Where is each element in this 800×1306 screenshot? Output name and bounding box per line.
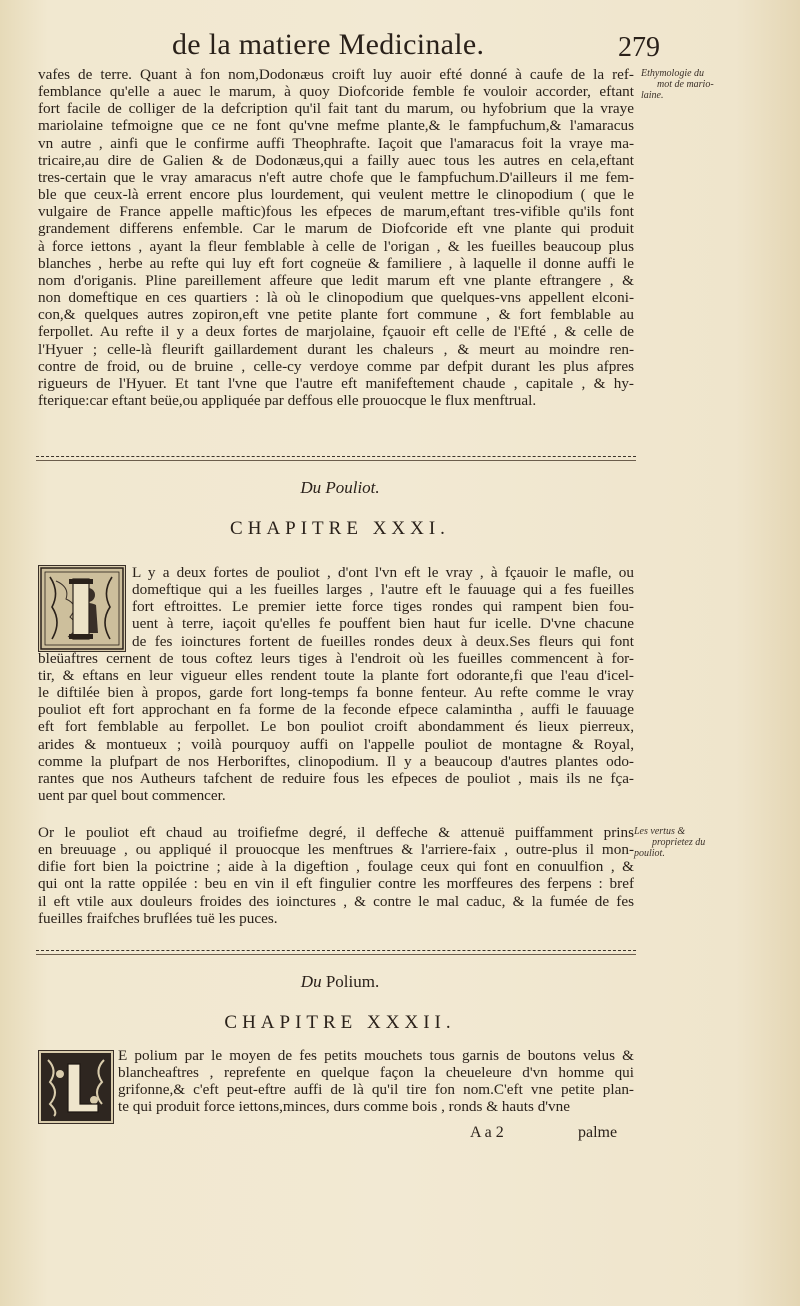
chapter-heading-31: CHAPITRE XXXI.: [230, 518, 450, 539]
margin-line: Ethymologie du: [641, 68, 705, 79]
paragraph-marjolaine: [38, 66, 634, 409]
text-line: le diftilée bien à propos, garde fort long-temps fa bonne fenteur. Au refte comme le vray: [38, 684, 634, 702]
signature-mark: A a 2: [470, 1124, 504, 1141]
text-line: l'Hyuer ; celle-là fleurift gaillardement durant les chaleurs , & meurt au moindre ren-: [38, 340, 634, 358]
chapter-heading-32: CHAPITRE XXXII.: [224, 1012, 456, 1033]
text-line: à force iettons , ayant la fleur femblable à celle de l'origan , & les fueilles beaucoup plus: [38, 237, 634, 255]
text-line: de fes ioinctures fortent de fueilles rondes deux à deux.Ses fleurs qui font: [132, 632, 634, 650]
section-divider: [36, 950, 636, 955]
text-line: domeftique qui a les fueilles larges , l'autre eft le fauuage qui a fes fueilles: [132, 581, 634, 599]
text-line: vafes de terre. Quant à fon nom,Dodonæus croift luy auoir efté donné à caufe de la ref-: [38, 66, 634, 83]
text-line: mariolaine tefmoigne que ce ne font qu'vne mefme plante,& le fampfuchum,& l'amaracus: [38, 117, 634, 135]
text-line: rantes que nos Autheurs tafchent de reduire fous les efpeces de pouliot , mais ils ne fça-: [38, 769, 634, 787]
text-line: tres-certain que le vray amaracus n'eft autre chofe que le fampfuchum.D'ailleurs il me fem-: [38, 168, 634, 186]
text-line: L y a deux fortes de pouliot , d'ont l'vn eft le vray , à fçauoir le mafle, ou: [132, 564, 634, 581]
margin-line: proprietez du: [652, 837, 706, 848]
section-title-polium: [0, 972, 680, 992]
section-title-pouliot: Du Pouliot.: [300, 478, 380, 497]
text-line: nom d'origanis. Pline pareillement affeure que ledit marum eft vne plante eftrangere , &: [38, 271, 634, 289]
text-line: vulgaire de France appelle maftic)fous les efpeces de marum,eftant tres-vifible qu'ils font: [38, 203, 634, 221]
text-line: con,& quelques autres zopiron,eft vne petite plante fort commune , & fort femblable au: [38, 306, 634, 324]
title-roman-part: Polium.: [325, 972, 380, 991]
text-line: te qui produit force iettons,minces, durs comme bois , ronds & hauts d'vne: [118, 1098, 570, 1116]
text-line: difie fort bien la poictrine ; aide à la digeftion , foulage ceux qui font en conuulfion , &: [38, 858, 634, 876]
text-line: contre de froid, ou de bruine , celle-cy verdoye comme par defpit durant les plus afpres: [38, 357, 634, 375]
text-line: grandement differens enfemble. Car le marum de Diofcoride eft vne plante qui produit: [38, 220, 634, 238]
margin-note-etymology: [641, 68, 721, 101]
paragraph-pouliot: [38, 564, 634, 804]
text-line: bleüaftres cernent de tous coftez leurs tiges à l'endroit où les fueilles commencent à for-: [38, 649, 634, 667]
margin-line: Les vertus &: [634, 826, 686, 837]
text-line: fort facile de colliger de la defcription qu'il fait tant du marum, ou hyfobrium que la vraye: [38, 100, 634, 118]
running-title: de la matiere Medicinale.: [172, 28, 485, 61]
text-line: blancheaftres , reprefente en quelque façon la cheueleure d'vn homme qui: [118, 1064, 634, 1082]
text-line: non domeftique en ces quartiers : là où le clinopodium que quelques-vns appellent elconi-: [38, 289, 634, 307]
text-line: vn autre , ainfi que le confirme auffi Theophrafte. Iaçoit que l'amaracus foit la vraye ma-: [38, 134, 634, 152]
text-line: eft fort femblable au ferpollet. Le bon pouliot croift abondamment és lieux pierreux,: [38, 718, 634, 736]
text-line: fterique:car eftant beüe,ou appliquée par deffous elle prouocque le flux menftrual.: [38, 391, 537, 409]
text-line: blanches , herbe au refte qui luy eft fort cogneüe & familiere , à laquelle il donne auffi le: [38, 254, 634, 272]
text-line: Or le pouliot eft chaud au troifiefme degré, il deffeche & attenuë puiffamment prins: [38, 824, 634, 841]
margin-line: mot de mario-: [657, 79, 714, 90]
paragraph-polium: [38, 1047, 634, 1116]
title-italic-part: Du: [300, 972, 322, 991]
text-line: tir, & eftans en leur vigueur elles rendent toute la plante fort odorante,fi que l'eau d'icel-: [38, 666, 634, 684]
text-line: qui ont la ratte oppilée : beu en vin il eft fingulier contre les morffeures des ferpens : bref: [38, 875, 634, 893]
text-line: en breuuage , ou appliqué il prouocque les menftrues & l'arriere-faix , outre-plus il mon-: [38, 841, 634, 859]
margin-line: laine.: [641, 90, 664, 101]
text-line: fort eftroittes. Le premier iette force tiges rondes qui rampent bien fou-: [132, 598, 634, 616]
text-line: uent par quel bout commencer.: [38, 787, 226, 805]
text-line: rigueurs de l'Hyuer. Et tant l'vne que l'autre eft manifeftement chaude , capitale , & hy-: [38, 374, 634, 392]
text-line: il eft vtile aux douleurs froides des ioinctures , & contre le mal caduc, & la fumée de fes: [38, 892, 634, 910]
text-line: ferpollet. Au refte il y a deux fortes de marjolaine, fçauoir eft celle de l'Efté , & celle de: [38, 323, 634, 341]
text-line: ble que ceux-là errent encore plus lourdement, qui veulent mettre le clinopodium ( que le: [38, 186, 634, 204]
text-line: arides & montueux ; voilà pourquoy auffi on l'appelle pouliot de montagne & Royal,: [38, 735, 634, 753]
text-line: uent à terre, iaçoit qu'elles fe pouffent bien haut fur icelle. D'vne chacune: [132, 615, 634, 633]
text-line: comme la plufpart de nos Herboriftes, clinopodium. Il y a beaucoup d'autres plantes odo-: [38, 752, 634, 770]
text-line: tricaire,au dire de Galien & de Dodonæus,qui a failly auec tous les autres en cela,eftant: [38, 151, 634, 169]
paragraph-pouliot-vertus: [38, 824, 634, 927]
text-line: grifonne,& c'eft peut-eftre auffi de là qu'il tire fon nom.C'eft vne petite plan-: [118, 1081, 634, 1099]
catchword: palme: [578, 1124, 618, 1141]
text-line: E polium par le moyen de fes petits mouchets tous garnis de boutons velus &: [118, 1047, 634, 1064]
section-divider: [36, 456, 636, 461]
text-line: fueilles fraifches bruflées tuë les puces.: [38, 909, 278, 927]
margin-note-vertus: [634, 826, 726, 859]
text-line: pouliot eft fort approchant en fa forme de la feconde efpece calamintha , auffi le fauuage: [38, 701, 634, 719]
text-line: femblance qu'elle a auec le marum, à quoy Diofcoride femble fe vouloir accorder, eftant: [38, 83, 634, 101]
page-number: 279: [618, 32, 660, 63]
margin-line: pouliot.: [634, 848, 665, 859]
